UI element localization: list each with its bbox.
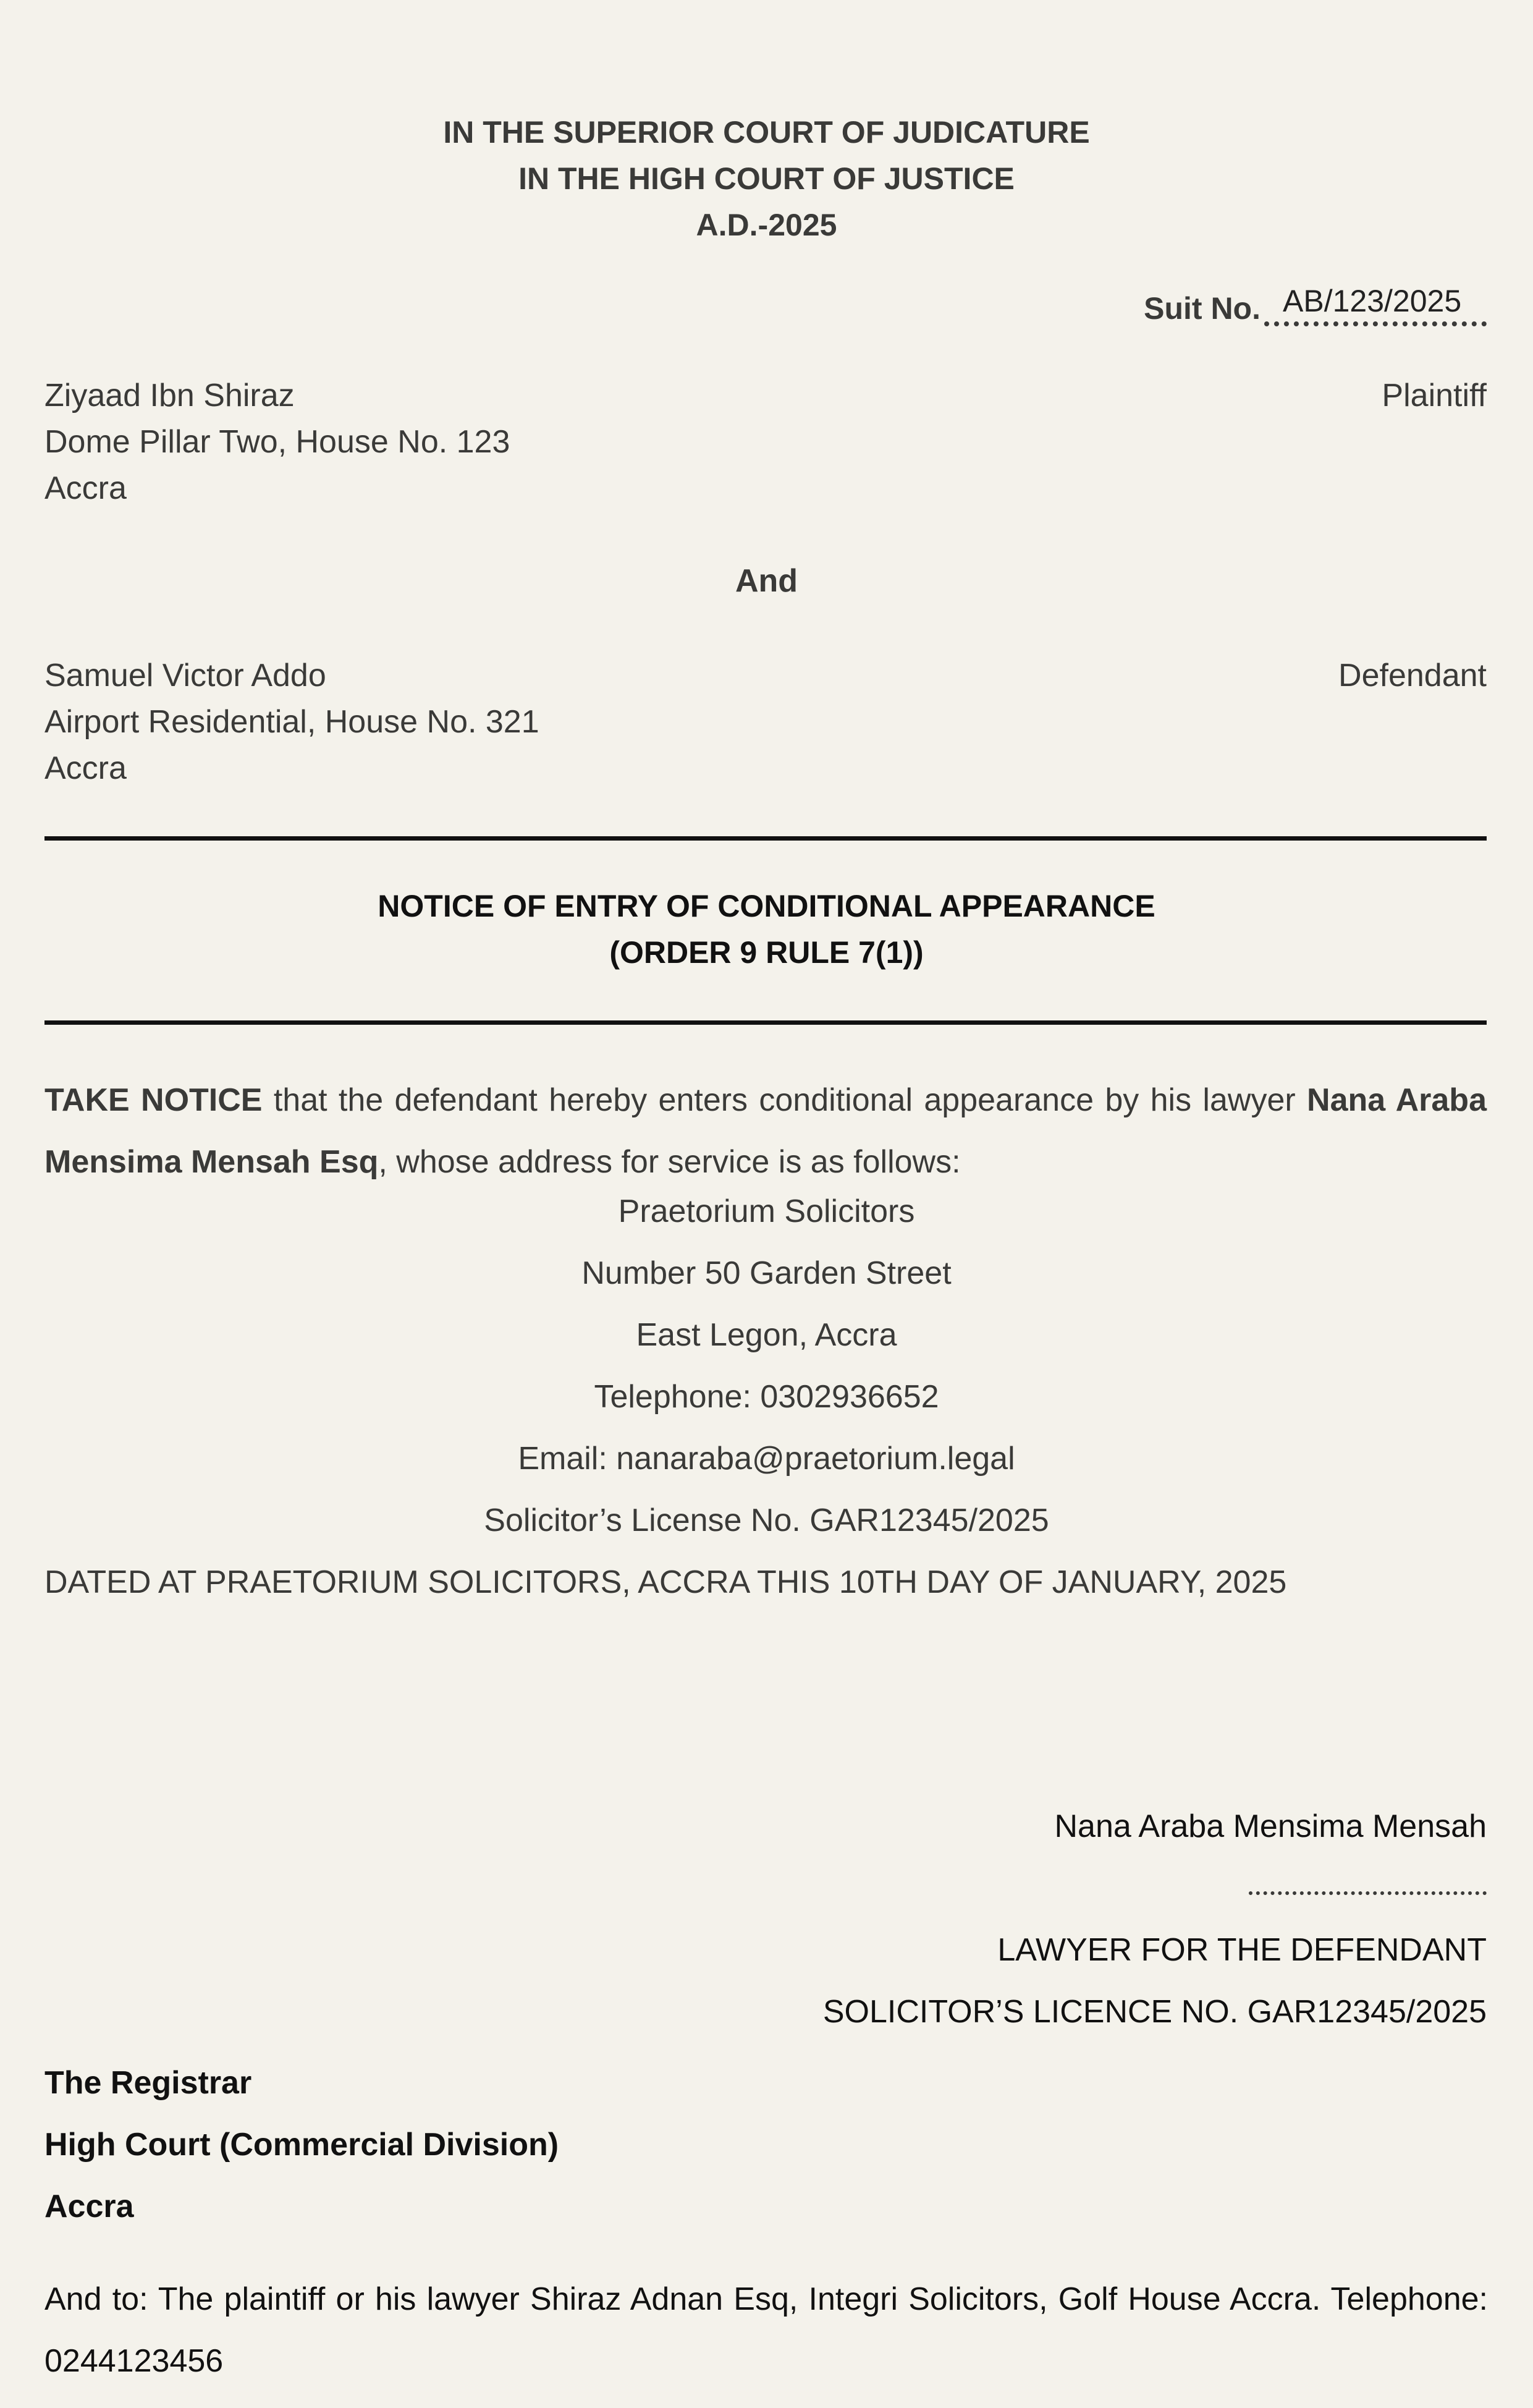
defendant-role: Defendant: [1338, 658, 1487, 693]
registrar-location: Accra: [44, 2189, 134, 2224]
service-address-telephone: Telephone: 0302936652: [594, 1379, 939, 1415]
defendant-name: Samuel Victor Addo: [44, 658, 326, 693]
service-address-city: East Legon, Accra: [636, 1317, 897, 1353]
plaintiff-name: Ziyaad Ibn Shiraz: [44, 378, 295, 413]
registrar-court: High Court (Commercial Division): [44, 2127, 559, 2163]
court-name: IN THE SUPERIOR COURT OF JUDICATURE: [443, 115, 1090, 150]
top-divider: [44, 836, 1487, 841]
suit-number: [1144, 284, 1487, 326]
defendant-address-line1: Airport Residential, House No. 321: [44, 704, 539, 740]
dated-line: DATED AT PRAETORIUM SOLICITORS, ACCRA THIS 10TH DAY OF JANUARY, 2025: [44, 1564, 1287, 1600]
notice-paragraph: [44, 1069, 1487, 1193]
court-year: A.D.-2025: [696, 208, 837, 242]
service-address-license: Solicitor’s License No. GAR12345/2025: [484, 1503, 1049, 1538]
court-division: IN THE HIGH COURT OF JUSTICE: [518, 161, 1015, 196]
signatory-role: LAWYER FOR THE DEFENDANT: [997, 1932, 1487, 1968]
plaintiff-address-line1: Dome Pillar Two, House No. 123: [44, 424, 510, 460]
service-address-street: Number 50 Garden Street: [581, 1255, 952, 1291]
notice-lawyer: Nana Araba Mensima Mensah Esq: [44, 1082, 1487, 1180]
and-separator: And: [735, 563, 798, 599]
notice-subtitle: (ORDER 9 RULE 7(1)): [609, 935, 924, 970]
suit-number-value: AB/123/2025: [1283, 284, 1462, 318]
notice-title: NOTICE OF ENTRY OF CONDITIONAL APPEARANCE: [378, 889, 1155, 923]
service-address-email: Email: nanaraba@praetorium.legal: [518, 1441, 1015, 1477]
notice-lead: TAKE NOTICE: [44, 1082, 263, 1118]
service-address-firm: Praetorium Solicitors: [618, 1193, 915, 1229]
notice-text-2: , whose address for service is as follows:: [378, 1144, 961, 1180]
suit-number-field: [1264, 284, 1487, 326]
registrar-title: The Registrar: [44, 2065, 252, 2101]
plaintiff-role: Plaintiff: [1382, 378, 1487, 413]
signatory-licence: SOLICITOR’S LICENCE NO. GAR12345/2025: [822, 1994, 1487, 2030]
signatory-name: Nana Araba Mensima Mensah: [1054, 1808, 1487, 1844]
plaintiff-address-line2: Accra: [44, 470, 127, 506]
and-to-paragraph: And to: The plaintiff or his lawyer Shiraz Adnan Esq, Integri Solicitors, Golf House Accra. Telephone: 0244123456: [44, 2281, 1488, 2379]
signature-line: [1249, 1891, 1487, 1895]
notice-text-1: that the defendant hereby enters conditional appearance by his lawyer: [262, 1082, 1307, 1118]
bottom-divider: [44, 1020, 1487, 1025]
defendant-address-line2: Accra: [44, 750, 127, 786]
suit-number-label: Suit No.: [1144, 291, 1261, 326]
